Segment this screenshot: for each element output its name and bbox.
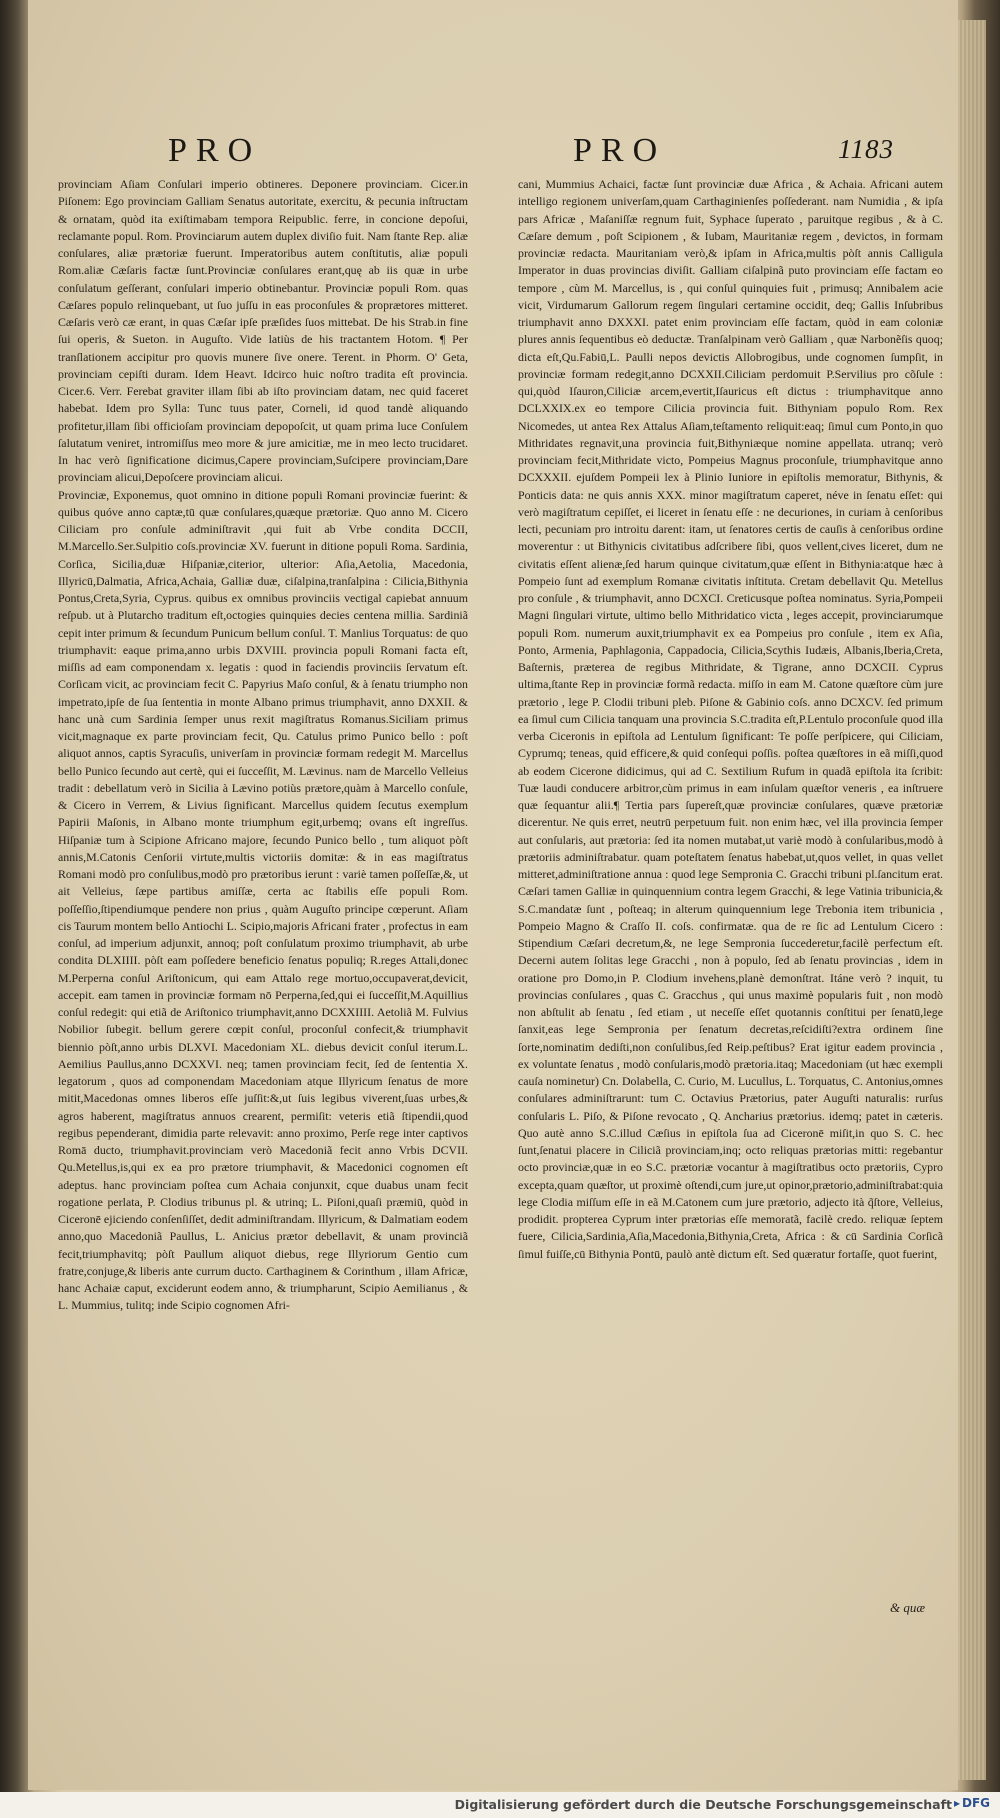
paragraph: provinciam Aſiam Conſulari imperio obtineres. Deponere provinciam. Cicer.in Piſonem: Ego provinciam Galliam Senatus autoritate, exercitu, & pecunia inſtructam & ornatam, quòd ita exiſtimabam tempora Reipublic. ferre, in concione depoſui, reclamante popul. Rom. Provinciarum autem duplex diviſio fuit. Nam ſtante Rep. aliæ conſulares, aliæ prætoriæ fuerunt. Imperatoribus autem conſtitutis, aliæ populi Rom.aliæ Cæſaris factæ ſunt.Provinciæ conſulares erant,quę ab iis quæ in urbe conſulatum geſſerant, conſulari imperio obtinebantur. Provinciæ populi Rom. quas Cæſares populo relinquebant, ut ſuo juſſu in eas proconſules & proprætores mitteret. Cæſaris verò cæ erant, in quas Cæſar ipſe præſides ſuos mittebat. De his Strab.in fine ſui operis, & Sueton. in Auguſto. Vide latiùs de his tractantem Hotom. ¶ Per tranſlationem accipitur pro quovis munere ſive onere. Terent. in Phorm. O' Geta, provinciam cepiſti duram. Idem Heavt. Idcirco huic noſtro tradita eſt provincia. Cicer.6. Verr. Ferebat graviter illam ſibi ab iſto provinciam datam, nec quid faceret habebat. Idem pro Sylla: Tunc tuus pater, Corneli, id quod tandè aliquando profitetur,illam ſibi officioſam provinciam depopoſcit, ut quam prima luce Conſulem ſalutatum veniret, intromiſſus meo more & jure amicitiæ, me in meo lecto trucidaret. In hac verò ſignificatione dicimus,Capere provinciam,Suſcipere provinciam,Dare provinciam alicui,Depoſcere provinciam alicui.	[58, 177, 468, 485]
running-head-left: PRO	[168, 132, 262, 169]
book-page	[28, 0, 958, 1790]
paragraph: Provinciæ, Exponemus, quot omnino in ditione populi Romani provinciæ fuerint: & quibus quóve anno captæ,tū quæ conſulares,quæque prætoriæ. Quo anno M. Cicero Ciliciam pro conſule adminiſtravit ,qui fuit ab Vrbe condita DCCII, M.Marcello.Ser.Sulpitio coſs.provinciæ XV. fuerunt in ditione populi Roma. Sardinia, Corſica, Sicilia,duæ Hiſpaniæ,citerior, ulterior: Aſia,Aetolia, Macedonia, Illyricū,Dalmatia, Africa,Achaia, Galliæ duæ, ciſalpina,tranſalpina : Cilicia,Bithynia Pontus,Creta,Syria, Cyprus. quibus ex omnibus provinciis vectigal capiebat annuum reſpub. ut à Plutarcho traditum eſt,octogies quinquies decies centena millia. Sardiniã cepit inter primum & ſecundum Punicum bellum conſul. T. Manlius Torquatus: de quo triumphavit: eaque prima,anno urbis DXVIII. provincia populi Romani facta eſt, miſſis ad eam componendam x. legatis : quod in faciendis provinciis ſervatum eſt. Corſicam vicit, ac provinciam fecit C. Papyrius Maſo conſul, & à ſenatu triumpho non impetrato,ipſe de ſua ſententia in monte Albano primus triumphavit, anno DXXII. & hanc unà cum Sardinia ſemper unus rexit magiſtratus Romanus.Siciliam primus vicit,magnaque ex parte provinciam fecit, Qu. Catulus primo Punico bello : poſt aliquot annos, captis Syracuſis, univerſam in provinciæ formam redegit M. Marcellus bello Punico ſecundo aut certè, qui ei ſucceſſit, M. Lævinus. nam de Marcello Velleius tradit : debellatum verò in Sicilia à Lævino potiùs prætore,quàm à Marcello conſule, & Cicero in Verrem, & Livius ſignificant. Marcellus quidem ſecutus exemplum Papirii Maſonis, in Albano monte triumphum egit,urbemq; ovans eſt ingreſſus. Hiſpaniæ tum à Scipione Africano majore, ſecundo Punico bello , tum aliquot pòſt annis,M.Catonis Cenſorii virtute,multis victoriis domitæ: & in eas magiſtratus Romani modò pro conſulibus,modò pro prætoribus ierunt : variè tamen poſſeſſæ,&, ut ait Velleius, ſæpe partibus amiſſæ, certa ac ſtabilis eſſe populi Rom. poſſeſſio,ſtipendiumque pendere non prius , quàm Auguſto principe cœperunt. Aſiam cis Taurum montem bello Antiochi L. Scipio,majoris Africani frater , profectus in eam conſul, ad imperium adjunxit, annoq; poſt conſulatum proximo triumphavit, ab urbe condita DLXIIII. pòſt eam poſſedere beneficio ſenatus populiq; R.reges Attali,donec M.Perperna conſul Ariſtonicum, qui eam Attalo rege mortuo,occupaverat,devicit, accepit. eam tamen in provinciæ formam nō Perperna,ſed,qui ei ſucceſſit,M.Aquillius conſul redegit: qui etiã de Ariſtonico triumphavit,anno DCXXIIII. Aetoliã M. Fulvius Nobilior ſubegit. bellum gerere cœpit conſul, proconſul confecit,& triumphavit biennio pòſt,anno urbis DLXVI. Macedoniam XL. diebus devicit conſul iterum.L. Aemilius Paullus,anno DCXXVI. neq; tamen provinciam fecit, ſed de ſententia X. legatorum , quos ad componendam Macedoniam atque Illyricum ſenatus de more mitit,Macedonas omnes liberos eſſe juſſit:&,ut ſuis legibus viverent,ſuas urbes,& agros haberent, magiſtratus annuos crearent, permiſit: veteris etiã ſtipendii,quod regibus pependerant, dimidia parte relevavit: anno proximo, Perſe rege inter captivos Romā ducto, triumphavit.provinciam verò Macedoniã fecit anno Vrbis DCVII. Qu.Metellus,is,qui ex ea pro prætore triumphavit, & Macedonici cognomen eſt adeptus. hanc provinciam poſtea cum Achaia conjunxit, cque duabus unam fecit rogatione perlata, P. Clodius tribunus pl. & utrinq; L. Piſoni,quaſi præmiū, quòd in Ciceronē ejiciendo conſenſiſſet, dedit adminiſtrandam. Illyricum, & Dalmatiam eodem anno,quo Macedoniã Paullus, L. Anicius prætor debellavit, & unam provinciã fecit,triumphavitq; pòſt Paullum aliquot diebus, rege Illyriorum Gentio cum fratre,conjuge,& liberis ante currum ducto. Carthaginem & Corinthum , illam Africæ, hanc Achaiæ caput, exciderunt eodem anno, & triumpharunt, Scipio Aemilianus , & L. Mummius, tulitq; inde Scipio cognomen Afri-	[58, 487, 468, 1313]
running-head-right: PRO	[573, 132, 667, 169]
page-header	[28, 132, 958, 172]
catchword: & quæ	[890, 1600, 926, 1615]
dfg-logo[interactable]	[954, 1796, 990, 1810]
page-number: 1183	[838, 134, 894, 164]
text-column-right	[518, 176, 943, 1606]
arrow-icon: ▸	[953, 1796, 960, 1810]
paragraph: cani, Mummius Achaici, factæ ſunt provinciæ duæ Africa , & Achaia. Africani autem intelligo regionem univerſam,quam Carthaginienſes poſſederant. nam Numidia , & ipſa pars Africæ , Maſaniſſæ regnum fuit, Syphace ſuperato , paruitque regibus , & à C. Cæſare demum , poſt Scipionem , & Iubam, Mauritaniæ regem , devictos, in formam provinciæ redacta. Mauritaniam verò,& ipſam in Africa,multis pòſt annis Calligula Imperator in duas provincias diviſit. Galliam ciſalpinã puto provinciam eſſe factam eo tempore , cùm M. Marcellus, is , qui conſul quinquies fuit , primusq; Annibalem acie vicit, Virdumarum Gallorum regem ſingulari certamine occidit, deq; Gallis Inſubribus triumphavit anno DXXXI. patet enim provinciam eſſe factam, quòd in eam coloniæ plures annis ſequentibus eò deductæ. Tranſalpinam verò Galliam , quæ Narbonẽſis quoq; dicta eſt,Qu.Fabiū,L. Paulli nepos devictis Allobrogibus, unde cognomen ſumpſit, in provinciæ formam redegit,anno DCXXII.Ciliciam perdomuit P.Servilius pro cõſule : qui,quòd Iſauron,Ciliciæ arcem,evertit,Iſauricus eſt dictus : triumphavitque anno DCLXXIX.ex eo tempore Cilicia provincia fuit. Bithyniam populo Rom. Rex Nicomedes, ut antea Rex Attalus Aſiam,teſtamento reliquit:eaq; ſimul cum Ponto,in quo Mithridates regnavit,una provincia fuit,Bithyniæque nomine appellata. utranq; verò provinciam fecit,Mithridate victo, Pompeius Magnus proconſule, triumphavitque anno DCXXXII. ejuſdem Pompeii lex à Plinio Iuniore in epiſtolis memoratur, Bithynis, & Ponticis data: ne quis annis XXX. minor magiſtratum caperet, néve in ſenatu eſſet: qui verò magiſtratum cepiſſet, ei liceret in ſenatu eſſe : ne decuriones, in curiam à cenſoribus lecti, pecuniam pro introitu darent: itam, ut ſenatores certis de cauſis à cenſoribus ordine moverentur : ut Bithynicis civitatibus adſcribere ſibi, quos vellent,cives liceret, dum ne civitatis eſſent alienæ,ſed harum quinque civitatum,quæ eſſent in Bithynia:atque hæc à Pompeio ſunt ad exemplum Romanæ civitatis inſtituta. Cretam debellavit Qu. Metellus pro conſule , & triumphavit, anno DCXCI. Creticusque poſtea nominatus. Syria,Pompeii Magni ſingulari virtute, ultimo bello Mithridatico victa , leges accepit, provinciarumque populi Rom. numerum auxit,triumphavit ex ea Pompeius pro conſule , item ex Aſia, Ponto, Armenia, Paphlagonia, Cappadocia, Cilicia,Scythis Iudæis, Albanis,Iberia,Creta, Baſternis, præterea de regibus Mithridate, & Tigrane, anno DCXCII. Cyprus ultima,ſtante Rep in provinciæ formã redacta. miſſo in eam M. Catone quæſtore cùm jure prætorio , lege P. Clodii tribuni pleb. Piſone & Gabinio coſs. anno DCXCV. ſed primum ea ſimul cum Cilicia tanquam una provincia S.C.tradita eſt,P.Lentulo proconſule quod illa verba Ciceronis in epiſtola ad Lentulum ſignificant: Te poſſe perſpicere, qui Ciliciam, Cyprumq; teneas, quid efficere,& quid conſequi poſſis. poſtea quæſtores in eã miſſi,quod ab eodem Cicerone didicimus, qui ad C. Sextilium Rufum in quadã epiſtola ita ſcribit: Tuæ laudi conducere arbitror,cùm primus in eam inſulam quæſtor veneris , ea inſtruere quæ ſequantur alii.¶ Tertia pars ſupereſt,quæ provinciæ conſulares, quæve prætoriæ dicerentur. Ne quis erret, neutrū perpetuum fuit. non enim hæc, vel illa provincia ſemper aut conſularis, aut prætoria: ſed ita nomen mutabat,ut variè modò à conſularibus,modò à prætoriis adminiſtrabatur. quam poteſtatem ſenatus habebat,ut,quos vellet, in quas vellet mitteret,adminiſtratione annua : quod lege Sempronia C. Gracchi tribuni pl.ſancitum erat. Cæſari tamen Galliæ in quinquennium contra legem Gracchi, & lege Vatinia tribunicia,& S.C.mandatæ ſunt , poſteaq; in alterum quinquennium lege Trebonia item tribunicia , Pompeio Magno & Craſſo II. coſs. confirmatæ. qua de re ſic ad Lentulum Cicero : Stipendium Cæſari decretum,&, ne lege Sempronia ſuccederetur,facilè perfectum eſt. Decerni autem ſolitas lege Gracchi , non à populo, ſed ab ſenatu provincias , idem in oratione pro Domo,in P. Clodium invehens,planè demonſtrat. Itáne verò ? inquit, tu provincias conſulares , quas C. Gracchus , qui unus maximè popularis fuit , non modò non abſtulit ab ſenatu , ſed etiam , ut neceſſe eſſet quotannis conſtitui per ſenatū,lege ſanxit,eas lege Sempronia per ſenatum decretas,reſcidiſti?extra ordinem ſine ſorte,nominatim dediſti,non conſulibus,ſed Reip.peſtibus? Erat igitur eadem provincia , ex voluntate ſenatus , modò conſularis,modò prætoria.itaq; Macedoniam (ut hæc exempli cauſa nominetur) Cn. Dolabella, C. Curio, M. Lucullus, L. Torquatus, C. Antonius,omnes conſulares adminiſtrarunt: tum C. Octavius Prætorius, pater Auguſti naturalis: rurſus conſularis L. Piſo, & Piſone revocato , Q. Ancharius prætorius. idemq; patet in cæteris. Quo autè anno S.C.illud Cæſius in epiſtola ſua ad Ciceronē miſit,in quo S. C. hec ſunt,ſenatui placere in Ciliciã provinciam,inq; octo reliquas prætorias mitti: regebantur octo provinciæ,quæ in eo S.C. prætoriæ vocantur à magiſtratibus octo prætoriis, Cypro excepta,quam quæſtor, ut proximè oſtendi,cum jure,ut opinor,prætorio,adminiſtrabat:quia lege Clodia miſſum eſſe in eã M.Catonem cum jure prætorio, adjecto ità q̃ſtore, Velleius, prodidit. propterea Cyprum inter prætorias eſſe memoratã, facilè credo. reliquæ ſeptem fuere, Cilicia,Sardinia,Aſia,Macedonia,Bithynia,Creta, Africa : & cū Sardinia Corſicã ſimul fuiſſe,cū Bithynia Pontū, paulò antè dictum eſt. Sed quæratur fortaſſe, quot fuerint,	[518, 177, 943, 1261]
funding-credit: Digitalisierung gefördert durch die Deutsche Forschungsgemeinschaft	[454, 1797, 952, 1812]
text-column-left	[58, 176, 468, 1606]
footer-bar	[0, 1792, 1000, 1818]
page-edges	[958, 20, 986, 1780]
dfg-logo-text: DFG	[961, 1796, 990, 1810]
